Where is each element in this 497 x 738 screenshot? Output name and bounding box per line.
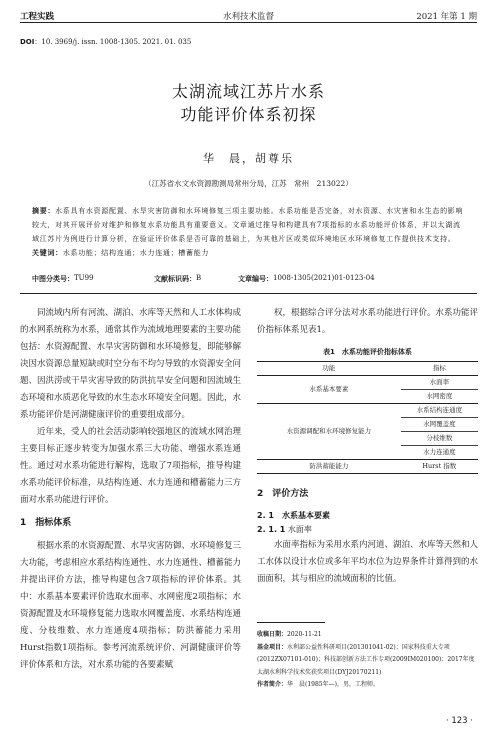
received-value: 2020-11-21: [287, 631, 322, 638]
article-title-line-2: 功能评价体系初探: [180, 105, 317, 124]
section-heading-2: 2 评价方法: [257, 489, 309, 499]
keywords: [32, 246, 465, 260]
subsection-heading-2-1: 2. 1 水系基本要素: [257, 511, 330, 520]
intro-paragraph-2: 近年来，受人的社会活动影响较强地区的流域水网治理主要目标正逐步转变为加强水系三大功能、增强水系连通性。通过对水系功能进行解构，选取了7项指标，推导构建水系功能评价标准，从结构连通、水力连通和槽蓄能力三方面对水系功能进行评价。: [20, 427, 242, 505]
journal-name: 水利技术监督: [222, 12, 274, 22]
table-cell-indicator: 分枝维数: [401, 432, 478, 446]
fund-value: 水利部公益性科研项目(201301041-02)；国家科技重大专项(2012ZX07101-010)；科技部创新方法工作专项(2009IM020100)；2017年度太湖水利科学技术奖获奖项目(DYJ20170211): [257, 643, 475, 676]
doc-code: [154, 274, 202, 284]
clc-value: TU99: [74, 274, 94, 282]
table-cell-indicator: 水系结构连通度: [401, 404, 478, 418]
table-cell-function: 防洪蓄能能力: [257, 460, 401, 474]
article-label: 文章编号：: [238, 275, 273, 283]
indicator-table: [257, 361, 478, 474]
affiliation: （江苏省水文水资源勘测局常州分局，江苏 常州 213022）: [144, 179, 353, 188]
table-header-indicator: 指标: [432, 364, 446, 372]
received-label: 收稿日期：: [257, 631, 288, 638]
table-header-row: [257, 362, 478, 376]
clc-code: [32, 274, 94, 284]
subsection-title: 水面率: [287, 525, 312, 534]
continued-paragraph: 权，根据综合评分法对水系功能进行评价。水系功能评价指标体系见表1。: [257, 308, 479, 335]
header-rule: [20, 22, 477, 23]
footnote-block: [257, 629, 478, 692]
article-value: 1008-1305(2021)01-0123-04: [273, 274, 375, 282]
table-cell-indicator: 水面率: [401, 376, 478, 390]
abstract-block: [32, 204, 465, 260]
page-number: · 123 ·: [445, 716, 473, 726]
doc-label: 文献标识码：: [154, 275, 196, 283]
intro-paragraph-1: 同流域内所有河流、湖泊、水库等天然和人工水体构成的水网系统称为水系，通常其作为流域地理要素的主要功能包括：水资源配置、水旱灾害防御和水环境修复，即能够解决因水资源总量短缺或时空分布不均匀导致的水资源安全问题、因洪涝或干旱灾害导致的防洪抗旱安全问题和因流域生态环境和水质恶化导致的水生态水环境安全问题。因此，水系功能评价是河湖健康评价的重要组成部分。: [20, 308, 242, 420]
article-title-line-1: 太湖流域江苏片水系: [171, 82, 325, 101]
table-row: [257, 460, 478, 474]
table-cell-indicator: 水力连通度: [401, 446, 478, 460]
section-1-paragraph: 根据水系的水资源配置、水旱灾害防御、水环境修复三大功能，考虑相应水系结构连通性、水力连通性、槽蓄能力并提出评价方法，推导构建包含7项指标的评价体系。其中：水系基本要素评价选取水面率、水网密度2项指标；水资源配置及水环境修复能力选取水网覆盖度、水系结构连通度、分枝维数、水力连通度4项指标；防洪蓄能力采用Hurst指数1项指标。参考河流系统评价、河湖健康评价等评价体系和方法，对水系功能的各要素赋: [20, 541, 242, 670]
abstract-separator: [20, 293, 477, 294]
table-cell-indicator: Hurst 指数: [401, 460, 478, 474]
doc-value: B: [196, 274, 202, 282]
water-surface-rate-paragraph: 水面率指标为采用水系内河道、湖泊、水库等天然和人工水体以设计水位或多年平均水位为边界条件计算得到的水面面积，其与相应的流域面积的比值。: [257, 540, 479, 584]
table-row: [257, 376, 478, 390]
abstract-text: 水系具有水资源配置、水旱灾害防御和水环境修复三项主要功能。水系功能是否完备，对水资源、水灾害和水生态的影响较大，对其开展评价对维护和修复水系功能具有重要意义。文章通过推导和构建具有7项指标的水系功能评价体系，并以太湖流域江苏片为例进行计算分析，在验证评价体系是否可靠的基础上，为其他片区或类似环境地区水环境修复工作提供技术支持。: [32, 207, 464, 243]
section-heading-1: 1 指标体系: [20, 518, 72, 528]
subsection-number: 2. 1. 1: [257, 525, 286, 534]
right-column: [257, 305, 478, 588]
doi-value: ：10. 3969/j. issn. 1008-1305. 2021. 01. 035: [34, 38, 192, 46]
author-bio: [257, 679, 478, 692]
clc-label: 中图分类号：: [32, 275, 74, 283]
issue-label: 2021 年第 1 期: [416, 12, 477, 22]
doi-label: DOI: [20, 38, 35, 46]
authors: 华 晨，胡尊乐: [203, 152, 294, 165]
table-cell-function: 水资源调配和水环境修复能力: [257, 404, 401, 460]
footnote-rule: [257, 622, 325, 623]
table-cell-indicator: 水网覆盖度: [401, 418, 478, 432]
table-row: [257, 404, 478, 418]
table-cell-function: 水系基本要素: [257, 376, 401, 404]
doi-line: [20, 37, 191, 47]
table-header-function: 功能: [322, 364, 336, 372]
abstract-label: 摘要：: [32, 207, 56, 215]
fund-info: [257, 642, 478, 680]
table-cell-indicator: 水网密度: [401, 390, 478, 404]
author-label: 作者简介：: [257, 681, 288, 688]
subsection-heading-2-1-1: [257, 523, 478, 537]
keywords-label: 关键词：: [32, 249, 63, 257]
fund-label: 基金项目：: [257, 643, 288, 651]
section-name: 工程实践: [20, 12, 55, 22]
table-caption: 表1 水系功能评价指标体系: [323, 348, 412, 356]
abstract: [32, 204, 465, 246]
received-date: [257, 629, 478, 642]
keywords-text: 水系功能；结构连通；水力连通；槽蓄能力: [62, 249, 210, 257]
left-column: [20, 305, 241, 674]
author-value: 华 晨(1985年—)，男，工程师。: [287, 681, 379, 688]
article-number: [238, 274, 375, 284]
